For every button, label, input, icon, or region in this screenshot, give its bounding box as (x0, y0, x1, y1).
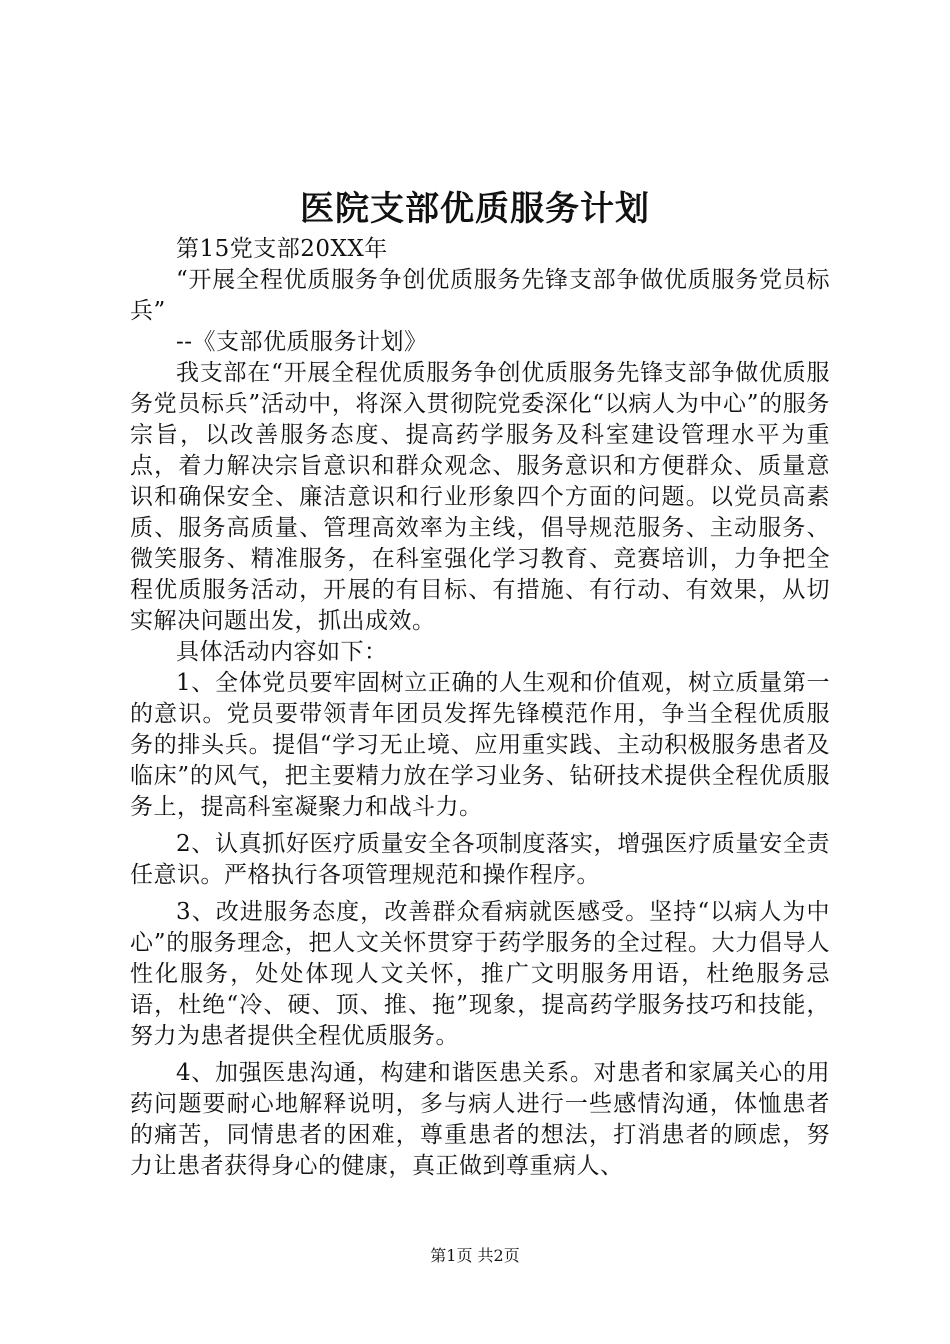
document-title: 医院支部优质服务计划 (300, 189, 650, 229)
paragraph-content-heading: 具体活动内容如下： (176, 639, 388, 665)
paragraph-item-4: 4、加强医患沟通，构建和谐医患关系。对患者和家属关心的用药问题要耐心地解释说明，多与病人进行一些感情沟通，体恤患者的痛苦，同情患者的困难，尊重患者的想法，打消患者的顾虑，努力让患者获得身心的健康，真正做到尊重病人、 (130, 1060, 830, 1179)
paragraph-plan-reference: --《支部优质服务计划》 (176, 329, 428, 355)
paragraph-item-2: 2、认真抓好医疗质量安全各项制度落实，增强医疗质量安全责任意识。严格执行各项管理规范和操作程序。 (130, 831, 830, 888)
paragraph-slogan: “开展全程优质服务争创优质服务先锋支部争做优质服务党员标兵” (130, 267, 830, 324)
paragraph-item-3: 3、改进服务态度，改善群众看病就医感受。坚持“以病人为中心”的服务理念，把人文关怀贯穿于药学服务的全过程。大力倡导人性化服务，处处体现人文关怀，推广文明服务用语，杜绝服务忌语，杜绝“冷、硬、顶、推、拖”现象，提高药学服务技巧和技能，努力为患者提供全程优质服务。 (130, 899, 830, 1049)
paragraph-intro: 我支部在“开展全程优质服务争创优质服务先锋支部争做优质服务党员标兵”活动中，将深入贯彻院党委深化“以病人为中心”的服务宗旨，以改善服务态度、提高药学服务及科室建设管理水平为重点，着力解决宗旨意识和群众观念、服务意识和方便群众、质量意识和确保安全、廉洁意识和行业形象四个方面的问题。以党员高素质、服务高质量、管理高效率为主线，倡导规范服务、主动服务、微笑服务、精准服务，在科室强化学习教育、竞赛培训，力争把全程优质服务活动，开展的有目标、有措施、有行动、有效果，从切实解决问题出发，抓出成效。 (130, 360, 830, 634)
paragraph-item-1: 1、全体党员要牢固树立正确的人生观和价值观，树立质量第一的意识。党员要带领青年团员发挥先锋模范作用，争当全程优质服务的排头兵。提倡“学习无止境、应用重实践、主动积极服务患者及临床”的风气，把主要精力放在学习业务、钻研技术提供全程优质服务上，提高科室凝聚力和战斗力。 (130, 670, 830, 820)
paragraph-branch-line: 第15党支部20XX年 (176, 236, 388, 262)
page-number-footer: 第1页 共2页 (430, 1246, 520, 1265)
document-body (130, 234, 830, 1182)
